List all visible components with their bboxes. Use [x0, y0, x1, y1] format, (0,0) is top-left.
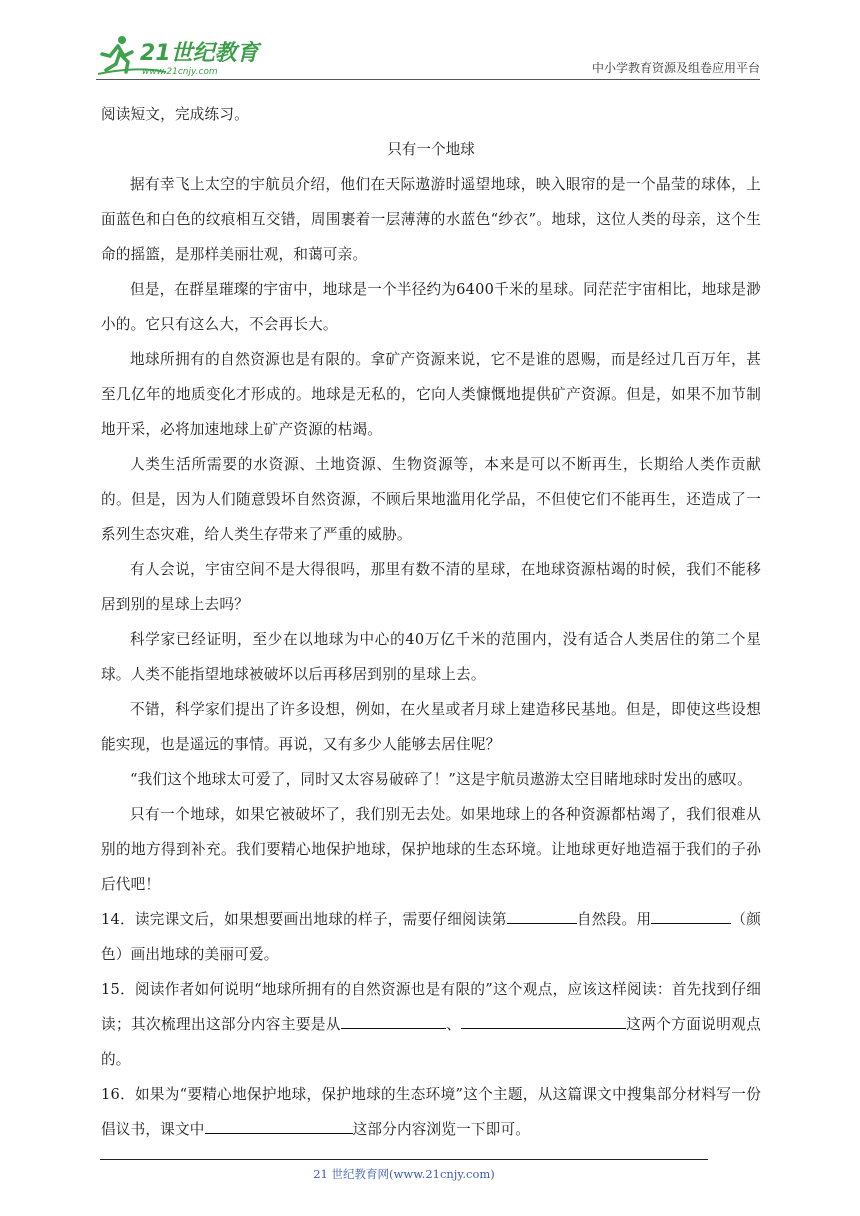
answer-blank-14b[interactable]	[651, 909, 731, 924]
svg-text:21世纪教育: 21世纪教育	[140, 41, 259, 66]
article-paragraph-7: 不错，科学家们提出了许多设想，例如，在火星或者月球上建造移民基地。但是，即使这些设想能实现，也是遥远的事情。再说，又有多少人能够去居住呢？	[101, 701, 761, 753]
article-title: 只有一个地球	[387, 141, 475, 158]
page-header	[96, 28, 760, 80]
question-14-text-b: 自然段。用	[576, 911, 652, 928]
article-paragraph-2: 但是，在群星璀璨的宇宙中，地球是一个半径约为6400千米的星球。同茫茫宇宙相比，地球是渺小的。它只有这么大，不会再长大。	[101, 281, 761, 333]
platform-name: 中小学教育资源及组卷应用平台	[591, 61, 760, 75]
article-paragraph-1: 据有幸飞上太空的宇航员介绍，他们在天际遨游时遥望地球，映入眼帘的是一个晶莹的球体，上面蓝色和白色的纹痕相互交错，周围裹着一层薄薄的水蓝色“纱衣”。地球，这位人类的母亲，这个生命的摇篮，是那样美丽壮观，和蔼可亲。	[101, 176, 761, 263]
instruction: 阅读短文，完成练习。	[101, 106, 249, 123]
svg-text:www.21cnjy.com: www.21cnjy.com	[142, 67, 218, 77]
answer-blank-15b[interactable]	[461, 1014, 626, 1029]
answer-blank-16[interactable]	[205, 1119, 353, 1134]
answer-blank-14a[interactable]	[507, 909, 577, 924]
footer-rule	[100, 1159, 708, 1160]
article-paragraph-5: 有人会说，宇宙空间不是大得很吗，那里有数不清的星球，在地球资源枯竭的时候，我们不能移居到别的星球上去吗？	[101, 561, 761, 613]
document-body	[101, 97, 761, 1147]
question-15	[101, 972, 761, 1077]
question-15-text-b: 、	[445, 1016, 462, 1033]
article-paragraph-9: 只有一个地球，如果它被破坏了，我们别无去处。如果地球上的各种资源都枯竭了，我们很难从别的地方得到补充。我们要精心地保护地球，保护地球的生态环境。让地球更好地造福于我们的子孙后代吧！	[101, 806, 761, 893]
question-14	[101, 902, 761, 972]
header-rule	[96, 79, 760, 80]
article-paragraph-4: 人类生活所需要的水资源、土地资源、生物资源等，本来是可以不断再生，长期给人类作贡献的。但是，因为人们随意毁坏自然资源，不顾后果地滥用化学品，不但使它们不能再生，还造成了一系列生态灾难，给人类生存带来了严重的威胁。	[101, 456, 761, 543]
article-paragraph-3: 地球所拥有的自然资源也是有限的。拿矿产资源来说，它不是谁的恩赐，而是经过几百万年，甚至几亿年的地质变化才形成的。地球是无私的，它向人类慷慨地提供矿产资源。但是，如果不加节制地开采，必将加速地球上矿产资源的枯竭。	[101, 351, 761, 438]
question-15-text-c: 这两个方面说明观点的。	[101, 1016, 762, 1068]
question-16-text-a: 16．如果为“要精心地保护地球，保护地球的生态环境”这个主题，从这篇课文中搜集部分材料写一份倡议书，课文中	[101, 1086, 761, 1138]
article-paragraph-8: “我们这个地球太可爱了，同时又太容易破碎了！”这是宇航员遨游太空目睹地球时发出的感叹。	[130, 771, 752, 788]
question-14-text-c: （颜色）画出地球的美丽可爱。	[101, 911, 761, 963]
page-footer: 21 世纪教育网(www.21cnjy.com)	[313, 1167, 495, 1181]
article-paragraph-6: 科学家已经证明，至少在以地球为中心的40万亿千米的范围内，没有适合人类居住的第二个星球。人类不能指望地球被破坏以后再移居到别的星球上去。	[101, 631, 761, 683]
question-16-text-b: 这部分内容浏览一下即可。	[352, 1121, 531, 1138]
question-14-text-a: 14．读完课文后，如果想要画出地球的样子，需要仔细阅读第	[101, 911, 507, 928]
answer-blank-15a[interactable]	[341, 1014, 446, 1029]
question-15-text-a: 15．阅读作者如何说明“地球所拥有的自然资源也是有限的”这个观点，应该这样阅读：首先找到仔细读；其次梳理出这部分内容主要是从	[101, 981, 761, 1033]
question-16	[101, 1077, 761, 1147]
21cnjy-logo	[96, 32, 266, 78]
